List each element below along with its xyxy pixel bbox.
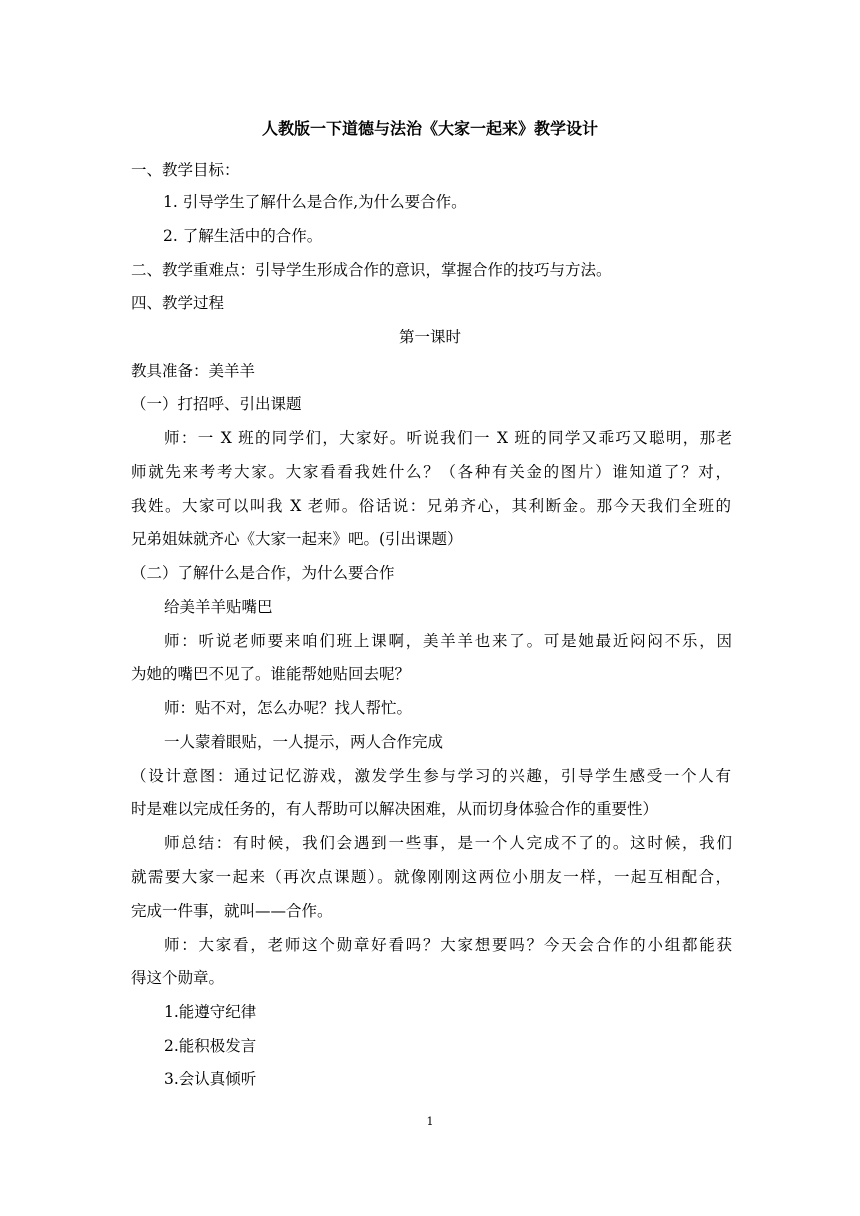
paragraph-line: 为她的嘴巴不见了。谁能帮她贴回去呢？ [131, 665, 411, 683]
design-intent-line: 时是难以完成任务的，有人帮助可以解决困难，从而切身体验合作的重要性） [131, 800, 659, 818]
section-heading: 一、教学目标： [131, 161, 240, 179]
list-item: 2.能积极发言 [164, 1037, 257, 1055]
subsection-heading: （一）打招呼、引出课题 [131, 395, 302, 413]
paragraph-line: 师：一 X 班的同学们，大家好。听说我们一 X 班的同学又乖巧又聪明，那老 [164, 429, 732, 447]
paragraph-line: 师总结：有时候，我们会遇到一些事，是一个人完成不了的。这时候，我们 [164, 834, 732, 852]
paragraph-line: 教具准备：美羊羊 [131, 362, 256, 380]
paragraph-line: 兄弟姐妹就齐心《大家一起来》吧。(引出课题） [131, 530, 463, 548]
list-item: 2. 了解生活中的合作。 [163, 227, 323, 245]
paragraph-line: 师：贴不对，怎么办呢？找人帮忙。 [164, 699, 413, 717]
page-number: 1 [426, 1115, 434, 1128]
lesson-heading: 第一课时 [398, 328, 461, 346]
paragraph-line: 一人蒙着眼贴，一人提示，两人合作完成 [164, 733, 444, 751]
list-item: 1. 引导学生了解什么是合作,为什么要合作。 [163, 193, 467, 211]
paragraph-line: 师：听说老师要来咱们班上课啊，美羊羊也来了。可是她最近闷闷不乐，因 [164, 632, 732, 650]
paragraph-line: 师就先来考考大家。大家看看我姓什么？（各种有关金的图片）谁知道了？对， [131, 463, 731, 481]
list-item: 3.会认真倾听 [164, 1070, 257, 1088]
subsection-heading: （二）了解什么是合作，为什么要合作 [131, 564, 395, 582]
design-intent-line: （设计意图：通过记忆游戏，激发学生参与学习的兴趣，引导学生感受一个人有 [131, 767, 731, 785]
paragraph-line: 就需要大家一起来（再次点课题）。就像刚刚这两位小朋友一样，一起互相配合， [131, 868, 731, 886]
paragraph-line: 得这个勋章。 [131, 969, 225, 987]
list-item: 1.能遵守纪律 [164, 1003, 257, 1021]
paragraph-line: 师：大家看，老师这个勋章好看吗？大家想要吗？今天会合作的小组都能获 [164, 936, 732, 954]
paragraph-line: 给美羊羊贴嘴巴 [164, 598, 273, 616]
section-heading: 二、教学重难点：引导学生形成合作的意识，掌握合作的技巧与方法。 [131, 261, 612, 279]
paragraph-line: 我姓。大家可以叫我 X 老师。俗话说：兄弟齐心，其利断金。那今天我们全班的 [131, 497, 731, 515]
document-title: 人教版一下道德与法治《大家一起来》教学设计 [261, 119, 598, 138]
section-heading: 四、教学过程 [131, 294, 225, 312]
paragraph-line: 完成一件事，就叫——合作。 [131, 902, 333, 920]
